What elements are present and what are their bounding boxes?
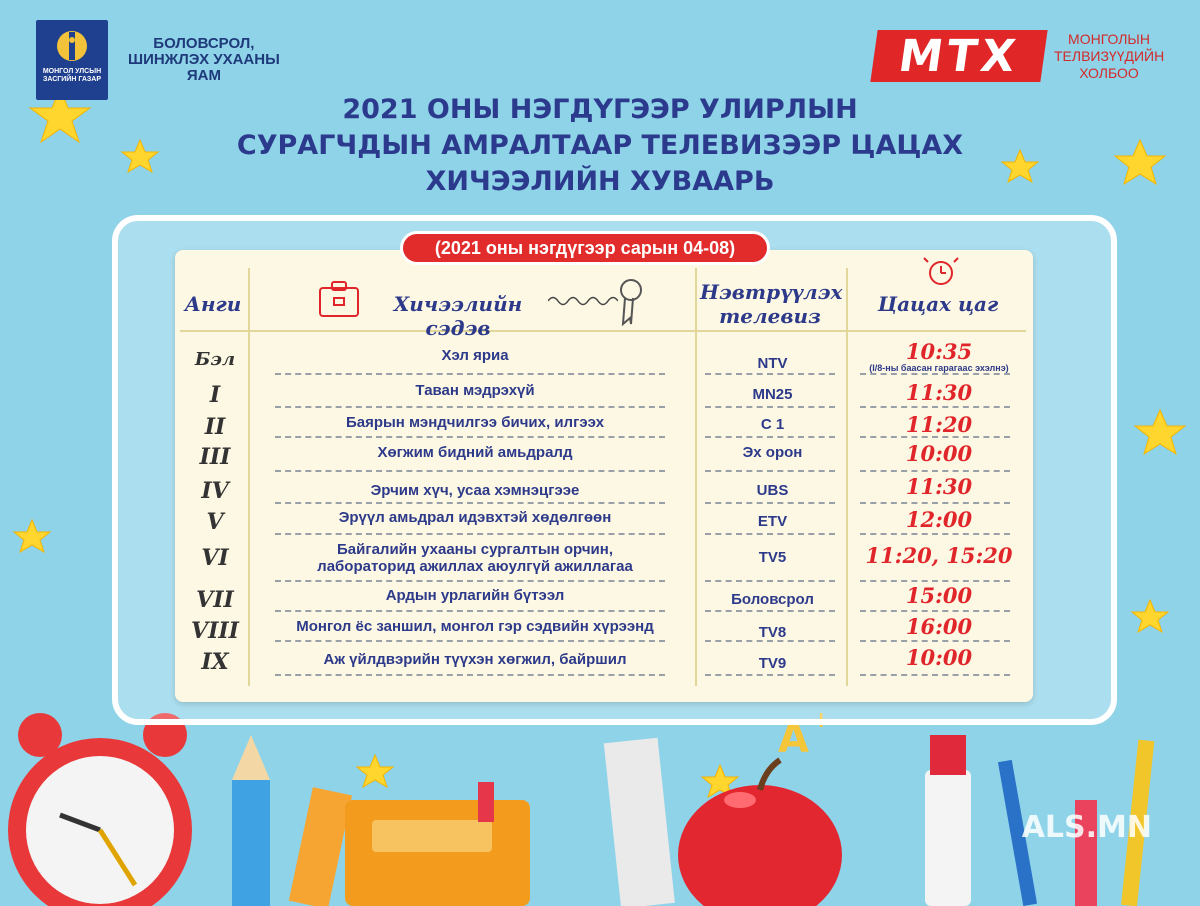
row-divider xyxy=(705,373,835,375)
watermark: ALS.MN xyxy=(1021,810,1152,845)
grade-cell: II xyxy=(204,414,226,440)
ministry-name: БОЛОВСРОЛ, ШИНЖЛЭХ УХААНЫ ЯАМ xyxy=(128,35,280,84)
row-divider xyxy=(275,580,665,582)
time-cell: 15:00 xyxy=(905,583,973,608)
subject-cell: Хөгжим бидний амьдралд xyxy=(377,444,573,461)
emblem xyxy=(36,20,108,100)
date-range-badge: (2021 оны нэгдүгээр сарын 04-08) xyxy=(400,231,770,265)
header-time: Цацах цаг xyxy=(877,292,999,316)
subject-cell: Хэл яриа xyxy=(441,347,509,364)
channel-cell: UBS xyxy=(756,482,789,499)
channel-cell: C 1 xyxy=(760,416,785,433)
row-divider xyxy=(860,580,1010,582)
ruler-icon xyxy=(604,738,675,906)
pencil-icon xyxy=(232,735,352,906)
time-cell: 10:35 xyxy=(905,339,973,364)
subject-cell: Байгалийн ухааны сургалтын орчин, лабораторид ажиллах аюулгүй ажиллагаа xyxy=(317,541,633,575)
alarm-clock-icon xyxy=(8,713,192,906)
time-cell: 11:30 xyxy=(905,474,973,499)
time-cell: 11:20 xyxy=(905,412,973,437)
row-divider xyxy=(860,373,1010,375)
row-divider xyxy=(860,502,1010,504)
svg-text:A: A xyxy=(778,716,809,762)
time-cell: 12:00 xyxy=(905,507,973,532)
grade-cell: VI xyxy=(201,545,229,571)
row-divider xyxy=(860,436,1010,438)
star-icon xyxy=(357,755,393,787)
grade-cell: III xyxy=(199,444,231,470)
channel-cell: MN25 xyxy=(752,386,793,403)
row-divider xyxy=(705,580,835,582)
row-divider xyxy=(275,640,665,642)
subject-cell: Эрүүл амьдрал идэвхтэй хөдөлгөөн xyxy=(338,509,612,526)
subject-cell: Аж үйлдвэрийн түүхэн хөгжил, байршил xyxy=(323,651,627,668)
briefcase-icon xyxy=(318,280,360,318)
row-divider xyxy=(705,470,835,472)
row-divider xyxy=(860,610,1010,612)
subject-cell: Монгол ёс заншил, монгол гэр сэдвийн хүрээнд xyxy=(296,618,654,635)
row-divider xyxy=(275,674,665,676)
grade-cell: I xyxy=(209,382,221,408)
grade-cell: Бэл xyxy=(194,349,236,370)
subject-cell: Эрчим хүч, усаа хэмнэцгээе xyxy=(370,482,580,499)
star-icon xyxy=(1135,410,1185,454)
mtx-logo: МТХ xyxy=(870,30,1047,82)
time-cell: 10:00 xyxy=(905,441,973,466)
channel-cell: TV8 xyxy=(758,624,787,641)
ministry-logo xyxy=(36,20,280,100)
grade-cell: VII xyxy=(196,587,234,613)
time-cell: 11:30 xyxy=(905,380,973,405)
header-grade: Анги xyxy=(184,292,242,316)
grade-cell: IX xyxy=(201,649,229,675)
channel-cell: TV5 xyxy=(758,549,787,566)
apple-icon xyxy=(678,760,842,906)
table-row xyxy=(175,440,1033,472)
channel-cell: Боловсрол xyxy=(731,591,814,608)
row-divider xyxy=(275,436,665,438)
alarm-clock-small-icon xyxy=(922,256,960,288)
table-row xyxy=(175,645,1033,677)
book-icon xyxy=(345,782,530,906)
star-icon xyxy=(14,520,50,552)
row-divider xyxy=(275,373,665,375)
subject-cell: Баярын мэндчилгээ бичих, илгээх xyxy=(345,414,605,431)
emblem-caption: МОНГОЛ УЛСЫН ЗАСГИЙН ГАЗАР xyxy=(42,68,102,83)
channel-cell: ETV xyxy=(757,513,788,530)
row-divider xyxy=(860,533,1010,535)
header-subject: Хичээлийн сэдэв xyxy=(393,292,523,340)
star-icon xyxy=(1132,600,1168,632)
row-divider xyxy=(705,610,835,612)
channel-cell: TV9 xyxy=(758,655,787,672)
row-divider xyxy=(705,436,835,438)
row-divider xyxy=(275,406,665,408)
row-divider xyxy=(275,533,665,535)
paint-tube-icon xyxy=(925,735,971,906)
grade-cell: IV xyxy=(201,478,229,504)
header-channel: Нэвтрүүлэх телевиз xyxy=(700,280,843,328)
table-row xyxy=(175,339,1033,375)
time-note: (I/8-ны баасан гарагаас эхэлнэ) xyxy=(869,363,1009,373)
soyombo-icon xyxy=(55,26,89,66)
table-row xyxy=(175,537,1033,581)
wavy-line-icon xyxy=(548,294,618,308)
row-divider xyxy=(275,610,665,612)
subject-cell: Ардын урлагийн бүтээл xyxy=(385,587,565,604)
subject-cell: Таван мэдрэхүй xyxy=(415,382,535,399)
time-cell: 10:00 xyxy=(905,645,973,670)
page-title: 2021 ОНЫ НЭГДҮГЭЭР УЛИРЛЫН СУРАГЧДЫН АМРАЛТААР ТЕЛЕВИЗЭЭР ЦАЦАХ ХИЧЭЭЛИЙН ХУВААРЬ xyxy=(236,94,964,197)
row-divider xyxy=(275,502,665,504)
channel-cell: NTV xyxy=(757,355,788,372)
row-divider xyxy=(705,502,835,504)
grade-cell: VIII xyxy=(191,618,239,644)
grade-cell: V xyxy=(206,509,224,535)
row-divider xyxy=(705,640,835,642)
channel-cell: Эх орон xyxy=(742,444,803,461)
svg-text:+: + xyxy=(812,708,831,733)
row-divider xyxy=(860,640,1010,642)
row-divider xyxy=(860,674,1010,676)
row-divider xyxy=(860,470,1010,472)
partner-name: МОНГОЛЫН ТЕЛВИЗҮҮДИЙН ХОЛБОО xyxy=(1054,30,1165,81)
time-cell: 16:00 xyxy=(905,614,973,639)
time-cell: 11:20, 15:20 xyxy=(865,543,1013,568)
header-divider xyxy=(180,330,1026,332)
row-divider xyxy=(275,470,665,472)
row-divider xyxy=(705,674,835,676)
row-divider xyxy=(705,533,835,535)
row-divider xyxy=(705,406,835,408)
rosette-icon xyxy=(618,278,644,326)
partner-logo xyxy=(874,30,1164,82)
row-divider xyxy=(860,406,1010,408)
